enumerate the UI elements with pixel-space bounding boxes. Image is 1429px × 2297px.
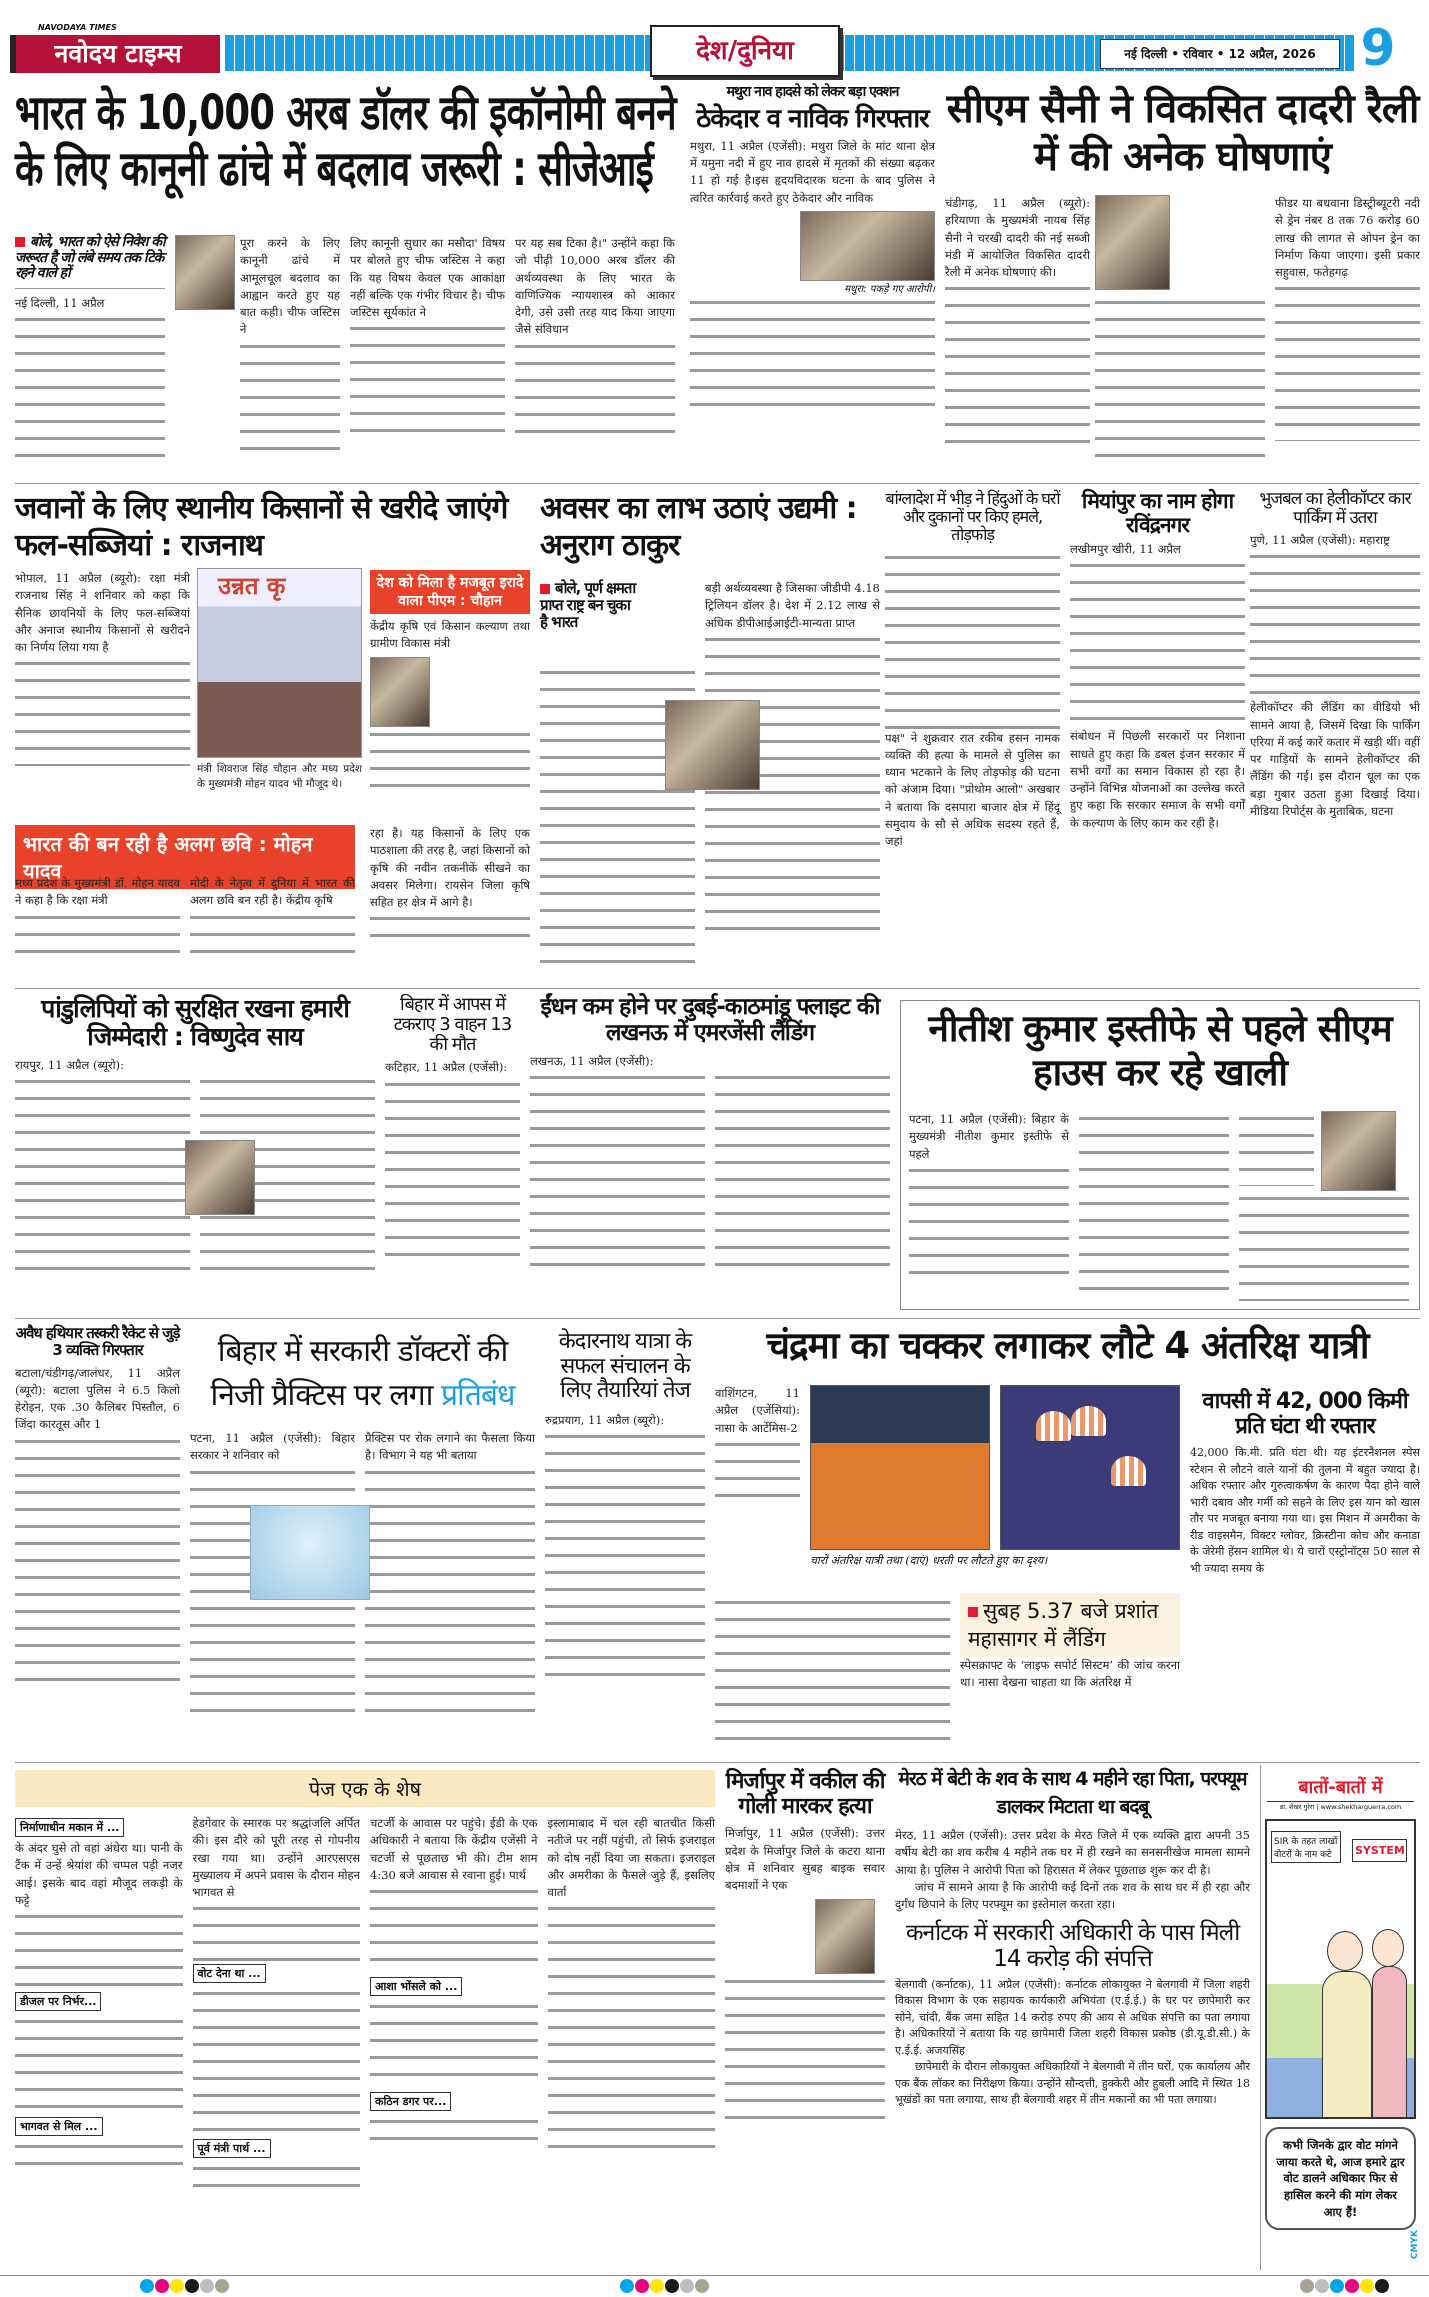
sai-photo: [185, 1140, 255, 1215]
registration-dots-left: [140, 2278, 230, 2297]
page-one-continuations: [15, 1770, 715, 2270]
body: बटाला/चंडीगढ़/जालंधर, 11 अप्रैल (ब्यूरो): बटाला पुलिस ने 6.5 किलो हेरोइन, एक .30 कैलिबर पिस्तौल, 6 जिंदा कारतूस और 1: [15, 1365, 180, 1432]
story-anurag: [540, 490, 880, 980]
body: फीडर या बधवाना डिस्ट्रीब्यूटरी नदी से ड्रेन नंबर 8 तक 76 करोड़ 60 लाख की लागत से ओपन ड्रेन का निर्माण किया जाएगा। इसी प्रकार सहुवास, फतेहगढ़: [1275, 196, 1420, 279]
deck: [540, 580, 640, 630]
headline: चंद्रमा का चक्कर लगाकर लौटे 4 अंतरिक्ष यात्री: [766, 1324, 1369, 1367]
story-kedarnath: [545, 1330, 705, 1755]
story-bihar-doctors: [190, 1330, 535, 1755]
story-weapons: [15, 1325, 180, 1755]
cartoon-caption: कभी जिनके द्वार वोट मांगने जाया करते थे, आज हमारे द्वार वोट डालने अधिकार फिर से हासिल करने की मांग लेकर आए हैं!: [1265, 2127, 1416, 2230]
body: रहा है। यह किसानों के लिए एक पाठशाला की तरह है, जहां किसानों को कृषि की नवीन तकनीकें सीखने का अवसर मिलेगा। रायसेन जिला कृषि सहित हर क्षेत्र में आगे है।: [370, 826, 530, 909]
story-fuel: [530, 995, 890, 1310]
headline: जवानों के लिए स्थानीय किसानों से खरीदे जाएंगे फल-सब्जियां : राजनाथ: [15, 491, 508, 563]
box-headline-text: सुबह 5.37 बजे प्रशांत महासागर में लैंडिंग: [968, 1599, 1159, 1651]
box-body: केंद्रीय कृषि एवं किसान कल्याण तथा ग्रामीण विकास मंत्री: [370, 619, 530, 651]
body: चंडीगढ़, 11 अप्रैल (ब्यूरो): हरियाणा के मुख्यमंत्री नायब सिंह सैनी ने चरखी दादरी की नई सब्जी मंडी में आयोजित विकसित दादरी रैली में अनेक घोषणाएं की।: [945, 196, 1090, 279]
body-col: पर यह सब टिका है।" उन्होंने कहा कि जो पीढ़ी 10,000 अरब डॉलर की अर्थव्यवस्था के लिए भारत के वाणिज्यिक न्यायशास्त्र को आकार देगी, उसे उसी तरह याद किया जाएगा जैसे संविधान: [515, 236, 675, 337]
photo-caption: मंत्री शिवराज सिंह चौहान और मध्य प्रदेश के मुख्यमंत्री मोहन यादव भी मौजूद थे।: [197, 763, 362, 790]
body: मध्य प्रदेश के मुख्यमंत्री डॉ. मोहन यादव ने कहा है कि रक्षा मंत्री: [15, 876, 180, 908]
headline: सीएम सैनी ने विकसित दादरी रैली में की अनेक घोषणाएं: [946, 86, 1419, 180]
body: पटना, 11 अप्रैल (एजेंसी): बिहार सरकार ने शनिवार को: [190, 1431, 355, 1463]
side-body: 42,000 कि.मी. प्रति घंटा थी। यह इंटरनैशनल स्पेस स्टेशन से लौटने वाले यानों की तुलना में बहुत ज्यादा है। अधिक रफ्तार और गुरुत्वाकर्षण के कारण पैदा होने वाले भारी दबाव और गर्मी को सहने के लिए इस यान को खास तौर पर मजबूत बनाया गया था। इस मिशन में अमरीका के रीड वाइसमैन, विक्टर ग्लोवर, क्रिस्टीना कोच और कनाडा के जेरेमी हेंसन शामिल थे। ये चारों एस्ट्रोनॉट्स 50 साल से भी ज्यादा समय के: [1190, 1446, 1420, 1575]
page-number: 9: [1360, 19, 1396, 77]
kicker: मथुरा नाव हादसे को लेकर बड़ा एक्शन: [726, 84, 899, 100]
headline: केदारनाथ यात्रा के सफल संचालन के लिए तैयारियां तेज: [558, 1329, 692, 1404]
headline: ईंधन कम होने पर दुबई-काठमांडू फ्लाइट की लखनऊ में एमरजेंसी लैंडिंग: [540, 994, 880, 1046]
story-cji: [15, 85, 680, 480]
story-nitish: [900, 1000, 1420, 1310]
dateline: वाशिंगटन, 11 अप्रैल (एजेंसियां): नासा के आर्टेमिस-2: [715, 1386, 800, 1435]
registration-dots-center: [620, 2278, 710, 2297]
story-karnataka: [895, 1921, 1250, 2109]
cartoon-sign: SYSTEM: [1352, 1839, 1407, 1862]
section-title: देश/दुनिया: [696, 36, 794, 66]
headline: बिहार में सरकारी डॉक्टरों की निजी प्रैक्टिस पर लगा: [210, 1334, 508, 1413]
deck-text: बोले, भारत को ऐसे निवेश की जरूरत है जो लंबे समय तक टिके रहने वाले हों: [15, 234, 165, 282]
cartoon-byline: डा. शेखर गुरेरा | www.shekharguerra.com: [1267, 1801, 1414, 1811]
continuation-tag: आशा भोंसले को ...: [370, 1977, 462, 1996]
photo-banner: उन्नत कृ: [218, 572, 286, 600]
headline: अवैध हथियार तस्करी रैकेट से जुड़े 3 व्यक्ति गिरफ्तार: [15, 1324, 180, 1359]
headline: भुजबल का हेलीकॉप्टर कार पार्किंग में उतरा: [1259, 489, 1411, 529]
headline: अवसर का लाभ उठाएं उद्यमी : अनुराग ठाकुर: [540, 491, 857, 563]
astronauts-photo: [810, 1385, 990, 1550]
cartoon-panel: [1260, 1765, 1420, 2270]
body: इस्लामाबाद में चल रही बातचीत किसी नतीजे पर नहीं पहुंची, तो सिर्फ इजराइल को दोष नहीं दिया जा सकता। इजराइल और अमरीका के फैसले जुड़े हैं, इसलिए वार्ता: [547, 1816, 715, 1899]
box-headline: देश को मिला है मजबूत इरादे वाला पीएम : चौहान: [370, 570, 530, 614]
dateline-box: [1100, 39, 1340, 69]
headline: नीतीश कुमार इस्तीफे से पहले सीएम हाउस कर रहे खाली: [928, 1007, 1392, 1094]
dateline: पुणे, 11 अप्रैल (एजेंसी): महाराष्ट्र: [1250, 533, 1390, 548]
dateline: नई दिल्ली • रविवार • 12 अप्रैल, 2026: [1124, 47, 1316, 61]
continuation-tag: वोट देना था ...: [193, 1964, 266, 1983]
dateline: नई दिल्ली, 11 अप्रैल: [15, 296, 105, 311]
body: बेलगावी (कर्नाटक), 11 अप्रैल (एजेंसी): कर्नाटक लोकायुक्त ने बेलगावी में जिला शहरी विकास विभाग के एक सहायक कार्यकारी अभियंता (ए.ई.ई.) के घर पर छापेमारी कर सोने, चांदी, बैंक जमा सहित 14 करोड़ रुपए की आय से अधिक संपत्ति का पता लगाया है। अधिकारियों ने बताया कि यह छापेमारी जिला शहरी विकास प्रकोष्ठ (डी.यू.डी.सी.) के ए.ई.ई. अजयसिंह: [895, 1977, 1250, 2057]
cji-photo: [175, 235, 235, 310]
sub-headline-mohan: भारत की बन रही है अलग छवि : मोहन यादव: [15, 825, 355, 889]
body: प्रैक्टिस पर रोक लगाने का फैसला किया है। विभाग ने यह भी बताया: [365, 1431, 535, 1463]
nitish-photo: [1321, 1111, 1396, 1191]
story-moon: [715, 1325, 1420, 1755]
deck-text: बोले, पूर्ण क्षमता प्राप्त राष्ट्र बन चुका है भारत: [540, 579, 636, 631]
dateline: लखनऊ, 11 अप्रैल (एजेंसी):: [530, 1053, 654, 1068]
box-headline: [960, 1593, 1180, 1657]
dateline: कटिहार, 11 अप्रैल (एजेंसी):: [385, 1060, 508, 1075]
photo-caption: मथुरा: पकड़े गए आरोपी।: [844, 283, 935, 295]
body: हेलीकॉप्टर की लैंडिंग का वीडियो भी सामने आया है, जिसमें दिखा कि पार्किंग एरिया में कई कारें कतार में खड़ी थीं। वहीं पर गाड़ियों के सामने हेलीकॉप्टर की लैंडिंग की गई। इस दौरान धूल का एक बड़ा गुबार उठता हुआ दिखाई दिया। मीडिया रिपोर्ट्स के मुताबिक, घटना: [1250, 700, 1420, 818]
body-col: लिए कानूनी सुधार का मसौदा' विषय पर बोलते हुए चीफ जस्टिस ने कहा कि यह विषय केवल एक आकांक्षा नहीं बल्कि एक गंभीर विचार है। चीफ जस्टिस सूर्यकांत ने: [350, 236, 505, 319]
body: संबोधन में पिछली सरकारों पर निशाना साधते हुए कहा कि डबल इंजन सरकार में सभी वर्गों का समान विकास हो रहा है। उन्होंने विभिन्न योजनाओं का उल्लेख करते हुए कहा कि सरकार समाज के सभी वर्गों के कल्याण के लिए काम कर रही है।: [1070, 729, 1245, 830]
story-saini: [945, 85, 1420, 480]
continuation-tag: निर्माणाधीन मकान में ...: [15, 1818, 124, 1837]
body: चटर्जी के आवास पर पहुंचे। ईडी के एक अधिकारी ने बताया कि केंद्रीय एजेंसी ने चटर्जी से पूछताछ भी की। टीम शाम 4:30 बजे आवास से रवाना हुई। पार्थ: [370, 1816, 538, 1882]
body: जांच में सामने आया है कि आरोपी कई दिनों तक शव के साथ घर में ही रहा और दुर्गंध छिपाने के लिए परफ्यूम का इस्तेमाल करता रहा।: [895, 1879, 1250, 1911]
newspaper-logo: नवोदय टाइम्स: [10, 35, 220, 73]
masthead-small-name: NAVODAYA TIMES: [38, 23, 117, 32]
anurag-photo: [665, 700, 760, 790]
headline: मिर्जापुर में वकील की गोली मारकर हत्या: [725, 1769, 885, 1819]
event-photo: [197, 568, 362, 758]
victim-photo: [815, 1899, 875, 1974]
headline: मियांपुर का नाम होगा रविंद्रनगर: [1081, 489, 1234, 537]
dateline: लखीमपुर खीरी, 11 अप्रैल: [1070, 542, 1181, 557]
body: मिर्जापुर, 11 अप्रैल (एजेंसी): उत्तर प्रदेश के मिर्जापुर जिले के कटरा थाना क्षेत्र में शनिवार सुबह बाइक सवार बदमाशों ने एक: [725, 1826, 885, 1892]
chauhan-photo: [370, 657, 430, 727]
capsule-photo: [1000, 1385, 1180, 1550]
story-mirzapur: [725, 1770, 885, 2270]
story-bihar-accident: [385, 995, 520, 1310]
story-meerut: [895, 1765, 1250, 1913]
story-miyanpur: [1070, 490, 1245, 980]
cartoon-drawing: [1265, 1819, 1416, 2119]
body: मेरठ, 11 अप्रैल (एजेंसी): उत्तर प्रदेश के मेरठ जिले में एक व्यक्ति द्वारा अपनी 35 वर्षीय बेटी का शव करीब 4 महीने तक घर में ही रखने का सनसनीखेज मामला सामने आया है। पुलिस ने आरोपी पिता को हिरासत में लेकर पूछताछ शुरू कर दी है।: [895, 1828, 1250, 1877]
deck: [15, 235, 165, 462]
headline: बिहार में आपस में टकराए 3 वाहन 13 की मौत: [393, 994, 512, 1056]
side-headline: वापसी में 42, 000 किमी प्रति घंटा थी रफ्तार: [1202, 1389, 1408, 1439]
story-bhujbal: [1250, 490, 1420, 980]
body-col: पूरा करने के लिए कानूनी ढांचे में आमूलचूल बदलाव का आह्वान करते हुए यह बात कही। चीफ जस्टिस ने: [240, 236, 340, 337]
story-mathura: [690, 85, 935, 480]
continuation-tag: भागवत से मिल ...: [15, 2117, 103, 2136]
body: छापेमारी के दौरान लोकायुक्त अधिकारियों ने बेलगावी में तीन घरों, एक कार्यालय और एक बैंक लॉकर का निरीक्षण किया। उन्होंने सौन्दत्ती, हुक्केरी और हुबली आदि में स्थित 18 भूखंडों का पता लगाया, साथ ही बेलगावी शहर में तीन मकानों का भी पता लगाया।: [895, 2060, 1250, 2107]
meerut-karnataka-column: [895, 1765, 1250, 2270]
body: भोपाल, 11 अप्रैल (ब्यूरो): रक्षा मंत्री राजनाथ सिंह ने शनिवार को कहा कि सैनिक छावनियों के लिए फल-सब्जियां और अनाज स्थानीय किसानों से खरीदने का निर्णय लिया गया है: [15, 571, 190, 654]
body: मोदी के नेतृत्व में दुनिया में भारत की अलग छवि बन रही है। केंद्रीय कृषि: [190, 876, 355, 908]
box-body: स्पेसक्राफ्ट के ‘लाइफ सपोर्ट सिस्टम’ की जांच करना था। नासा देखना चाहता था कि अंतरिक्ष में: [960, 1658, 1180, 1690]
story-vishnudev: [15, 995, 375, 1310]
photo-caption: चारों अंतरिक्ष यात्री तथा (दाएं) धरती पर लौटते हुए का दृश्य।: [810, 1554, 1048, 1567]
cartoon-sign: SIR के तहत लाखों वोटरों के नाम कटे: [1271, 1831, 1341, 1863]
registration-dots-right: [1300, 2278, 1390, 2297]
body: बड़ी अर्थव्यवस्था है जिसका जीडीपी 4.18 ट्रिलियन डॉलर है। देश में 2.12 लाख से अधिक डीपीआईआईटी-मान्यता प्राप्त: [705, 581, 880, 630]
dateline: रायपुर, 11 अप्रैल (ब्यूरो):: [15, 1058, 125, 1072]
dateline: पटना, 11 अप्रैल (एजेंसी): बिहार के मुख्यमंत्री नीतीश कुमार इस्तीफे से पहले: [909, 1112, 1069, 1161]
body: पक्ष" ने शुक्रवार रात रकीब हसन नामक व्यक्ति की हत्या के मामले से पुलिस का ध्यान भटकाने के लिए तोड़फोड़ की घटना को अंजाम दिया। "प्रोथोम आलो" अखबार ने बताया कि दसपारा बाजार क्षेत्र में हिंदू समुदाय के सौ से अधिक सदस्य रहते हैं, जहां: [885, 730, 1060, 849]
body: मथुरा, 11 अप्रैल (एजेंसी): मथुरा जिले के मांट थाना क्षेत्र में यमुना नदी में हुए नाव हादसे में मृतकों की संख्या बढ़कर 11 हो गई है।इस हृदयविदारक घटना के बाद पुलिस ने त्वरित कार्रवाई करते हुए ठेकेदार और नाविक: [690, 138, 935, 205]
masthead: [0, 15, 1429, 80]
headline: कर्नाटक में सरकारी अधिकारी के पास मिली 14 करोड़ की संपत्ति: [905, 1920, 1240, 1972]
section-label: [650, 25, 840, 77]
arrest-photo: [800, 211, 935, 281]
story-bangladesh: [885, 490, 1060, 980]
continuation-tag: कठिन डगर पर...: [370, 2092, 451, 2111]
cartoon-title: बातों-बातों में: [1298, 1777, 1383, 1798]
headline: मेरठ में बेटी के शव के साथ 4 महीने रहा पिता, परफ्यूम डालकर मिटाता था बदबू: [898, 1768, 1247, 1818]
cmyk-label: CMYK: [1410, 2230, 1420, 2260]
color-registration-marks: [0, 2275, 1429, 2295]
headline: पांडुलिपियों को सुरक्षित रखना हमारी जिम्मेदारी : विष्णुदेव साय: [41, 994, 349, 1051]
section-title: पेज एक के शेष: [15, 1770, 715, 1807]
saini-photo: [1095, 195, 1170, 290]
body: के अंदर घुसे तो वहां अंधेरा था। पानी के टैंक में उन्हें श्रेयांश की चप्पल पड़ी नजर आई। इसके बाद वहां मौजूद लकड़ी के फट्टे: [15, 1841, 183, 1907]
headline: भारत के 10,000 अरब डॉलर की इकॉनोमी बनने के लिए कानूनी ढांचे में बदलाव जरूरी : सीजेआई: [15, 85, 676, 197]
continuation-tag: डीजल पर निर्भर...: [15, 1992, 101, 2011]
story-rajnath: [15, 490, 530, 980]
dateline: रुद्रप्रयाग, 11 अप्रैल (ब्यूरो):: [545, 1412, 665, 1427]
headline: ठेकेदार व नाविक गिरफ्तार: [696, 103, 929, 134]
headline-accent: प्रतिबंध: [440, 1378, 515, 1413]
continuation-tag: पूर्व मंत्री पार्थ ...: [193, 2139, 271, 2158]
headline: बांग्लादेश में भीड़ ने हिंदुओं के घरों और दुकानों पर किए हमले, तोड़फोड़: [885, 489, 1060, 544]
chauhan-box: [370, 570, 530, 787]
doctor-illustration: [250, 1505, 370, 1600]
body: हेडगेवार के स्मारक पर श्रद्धांजलि अर्पित की। इस दौरे को पूरी तरह से गोपनीय रखा गया था। उन्होंने आरएसएस मुख्यालय में अपने प्रवास के दौरान मोहन भागवत से: [192, 1816, 360, 1899]
